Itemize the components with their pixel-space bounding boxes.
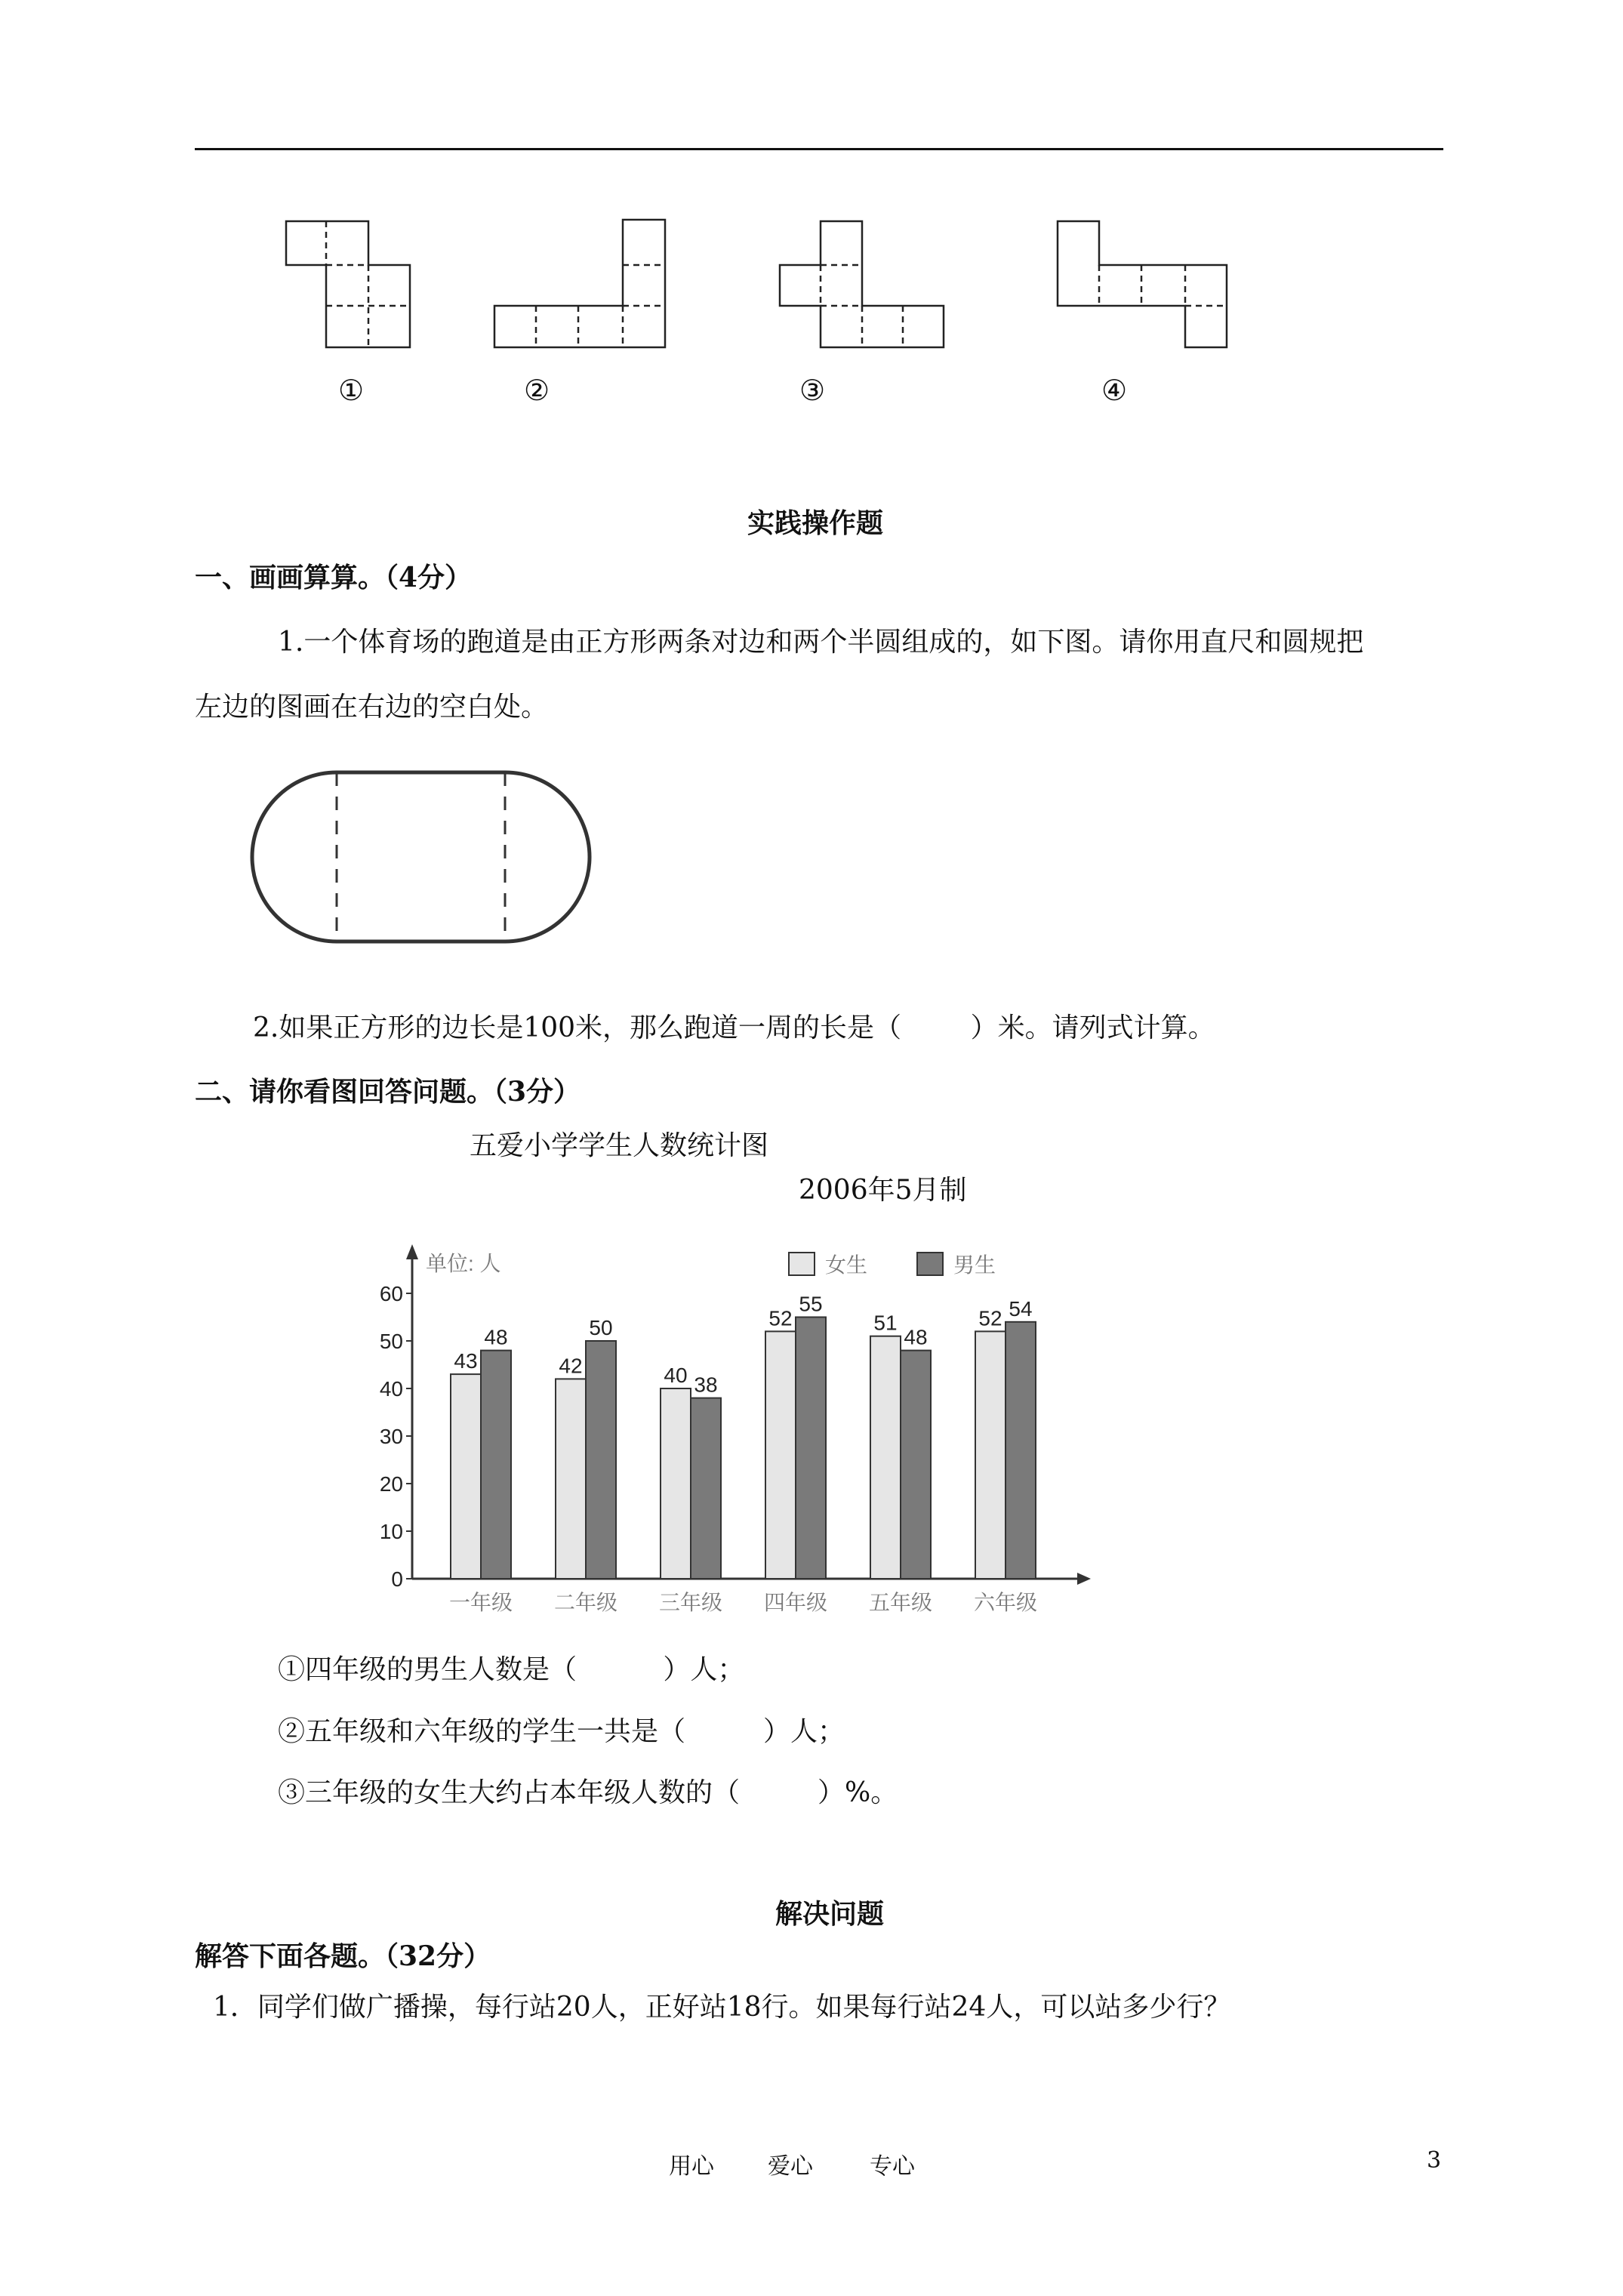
- legend-label: 男生: [953, 1253, 996, 1277]
- q1-line2: 左边的图画在右边的空白处。: [195, 692, 549, 723]
- sub-question-1: ①四年级的男生人数是（ ）人；: [278, 1654, 745, 1685]
- y-tick-label: 40: [379, 1377, 403, 1401]
- bar-value-label: 51: [873, 1311, 898, 1335]
- x-axis-arrow: [1077, 1573, 1091, 1585]
- y-tick-label: 30: [379, 1425, 403, 1448]
- solve-title: 解决问题: [775, 1898, 885, 1930]
- category-label: 二年级: [553, 1591, 618, 1614]
- footer-item-2: 爱心: [768, 2153, 813, 2180]
- bar: [586, 1341, 616, 1579]
- y-tick-label: 0: [391, 1567, 403, 1591]
- section1-heading: 一、画画算算。（4分）: [195, 562, 473, 593]
- y-axis-arrow: [406, 1244, 418, 1259]
- net-label-1: ①: [338, 374, 365, 407]
- bar-value-label: 48: [904, 1325, 928, 1349]
- legend-swatch: [917, 1253, 943, 1275]
- bar: [661, 1388, 691, 1579]
- cube-nets-figure: [272, 211, 1268, 362]
- cube-net-2: [494, 220, 665, 347]
- bar: [481, 1351, 511, 1579]
- cube-net-1: [286, 221, 410, 347]
- y-tick-label: 60: [379, 1282, 403, 1305]
- category-label: 六年级: [973, 1591, 1038, 1614]
- category-label: 一年级: [448, 1591, 513, 1614]
- chart-date: 2006年5月制: [799, 1175, 967, 1206]
- sub-question-3: ③三年级的女生大约占本年级人数的（ ）%。: [278, 1777, 898, 1808]
- y-tick-label: 20: [379, 1472, 403, 1496]
- q1-line1: 1.一个体育场的跑道是由正方形两条对边和两个半圆组成的，如下图。请你用直尺和圆规把: [278, 627, 1364, 658]
- bar: [901, 1351, 931, 1579]
- legend-label: 女生: [825, 1253, 868, 1277]
- q2: 2.如果正方形的边长是100米，那么跑道一周的长是（ ）米。请列式计算。: [253, 1012, 1215, 1043]
- bar-value-label: 40: [664, 1364, 688, 1387]
- bar-value-label: 52: [768, 1306, 793, 1330]
- y-tick-label: 10: [379, 1520, 403, 1543]
- bar: [796, 1318, 826, 1579]
- chart-title: 五爱小学学生人数统计图: [470, 1130, 769, 1161]
- y-tick-label: 50: [379, 1330, 403, 1353]
- practice-title: 实践操作题: [747, 507, 884, 539]
- bar: [765, 1331, 796, 1579]
- student-count-bar-chart: [355, 1238, 1102, 1616]
- bar-value-label: 55: [799, 1292, 823, 1316]
- net-label-3: ③: [799, 374, 826, 407]
- bar: [1006, 1322, 1036, 1579]
- bar-value-label: 50: [589, 1316, 613, 1339]
- section2-heading: 二、请你看图回答问题。（3分）: [195, 1076, 581, 1108]
- solve-q1: 1．同学们做广播操，每行站20人，正好站18行。如果每行站24人，可以站多少行？: [213, 1992, 1231, 2023]
- running-track-figure: [242, 763, 604, 966]
- bar: [556, 1379, 586, 1579]
- bar: [451, 1374, 481, 1579]
- category-label: 四年级: [763, 1591, 828, 1614]
- cube-net-3: [780, 221, 944, 347]
- bar-value-label: 48: [484, 1325, 508, 1349]
- header-rule: [195, 148, 1443, 150]
- chart-bars: [451, 1253, 1036, 1579]
- net-label-4: ④: [1101, 374, 1128, 407]
- bar: [975, 1331, 1006, 1579]
- bar-value-label: 43: [454, 1349, 478, 1373]
- bar-value-label: 52: [978, 1306, 1002, 1330]
- footer-item-3: 专心: [870, 2153, 915, 2180]
- net-label-2: ②: [524, 374, 550, 407]
- unit-label: 单位: 人: [426, 1252, 501, 1275]
- cube-net-4: [1058, 221, 1227, 347]
- bar: [691, 1398, 721, 1579]
- category-label: 五年级: [868, 1591, 933, 1614]
- legend-swatch: [789, 1253, 815, 1275]
- bar: [870, 1336, 901, 1579]
- category-label: 三年级: [658, 1591, 723, 1614]
- page-number: 3: [1427, 2147, 1442, 2174]
- sub-question-2: ②五年级和六年级的学生一共是（ ）人；: [278, 1716, 845, 1747]
- solve-heading: 解答下面各题。（32分）: [195, 1940, 491, 1972]
- bar-value-label: 54: [1009, 1296, 1033, 1321]
- bar-value-label: 38: [694, 1373, 718, 1397]
- footer-item-1: 用心: [669, 2153, 714, 2180]
- bar-value-label: 42: [559, 1354, 583, 1378]
